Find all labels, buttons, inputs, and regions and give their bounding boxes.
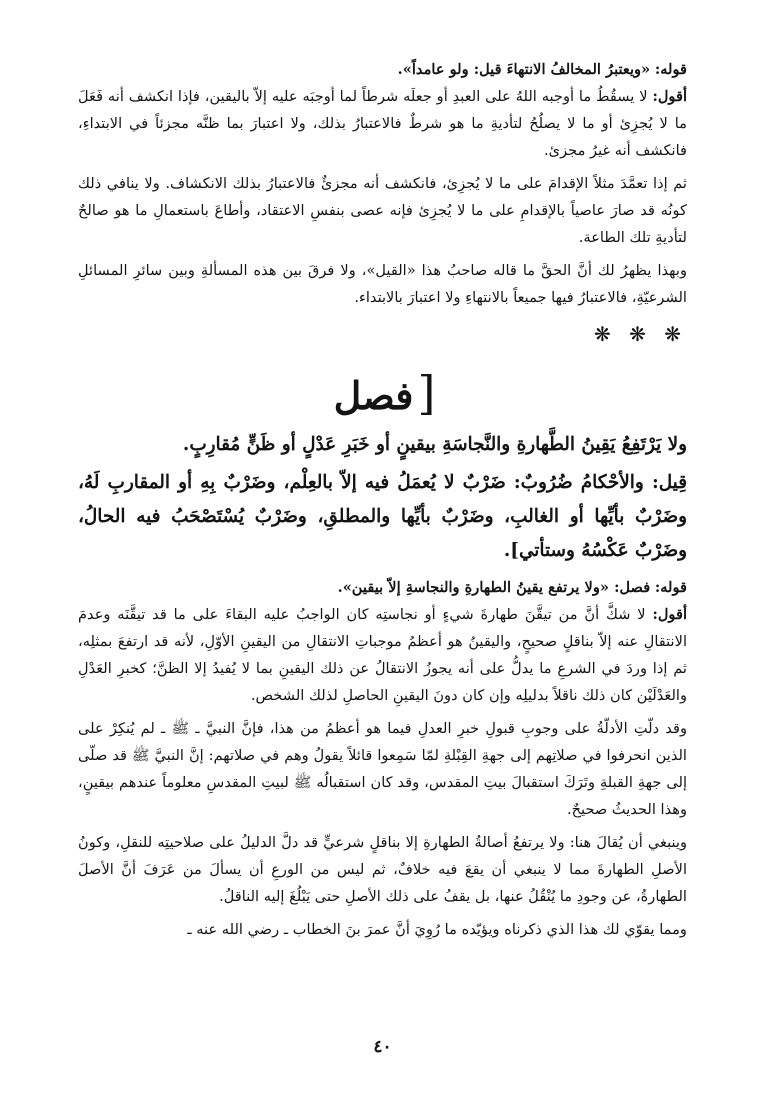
body-paragraph: وينبغي أن يُقالَ هنا: ولا يرتفعُ أصالةُ الطهارةِ إلا بناقلٍ شرعيٍّ قد دلَّ الدليلُ على صلاحيتِه للنقلِ، وكونُ الأصلِ الطهارةَ مما لا ينبغي أن يقعَ فيه خلافٌ، ثم ليس من الورعِ أن يسألَ من عَرَفَ أنَّ الأصلَ الطهارةُ، عن وجودِ ما يُنْقُلُ عنها، بل يقفُ على ذلك الأصلِ حتى يَبْلُغَ إليه الناقلُ. [78,834,687,905]
page-number: ٤٠ [373,1037,392,1057]
qawluhu-quote: «ويعتبرُ المخالفُ الانتهاءَ قيل: ولو عامداً». [397,61,651,78]
section-divider: ❋ ❋ ❋ [594,322,687,346]
aqulu-text: لا شكَّ أنَّ من تيقَّنَ طهارةَ شيءٍ أو نجاستِه كان الواجبُ عليه البقاءَ على ما قد تيقَّنَه وعدمَ الانتقالِ عنه إلاّ بناقلٍ صحيحٍ، واليقينُ هو أعظمُ موجباتِ الانتقالِ من اليقينِ الأوّلِ، لأنه قد ارتفعَ بمثلِه، ثم إذا وردَ في الشرعِ ما يدلُّ على أنه يجوزُ الانتقالُ عن ذلك اليقينِ بما لا يُفيدُ إلا الظنَّ؛ كخبرِ العَدْلِ والعَدْلَيْن كان ذلك ناقلاً بدليلِه وإن كان دونَ اليقينِ الحاصلِ لذلك الشخص. [78,606,687,704]
aqulu-paragraph [78,601,687,709]
aqulu-lead: أقول: [652,88,687,105]
body-paragraph: وبهذا يظهرُ لك أنَّ الحقَّ ما قاله صاحبُ هذا «القيل»، ولا فرقَ بين هذه المسألةِ وبين سائرِ المسائلِ الشرعيّةِ، فالاعتبارُ فيها جميعاً بالانتهاءِ ولا اعتبارَ بالابتداء. [78,262,687,306]
aqulu-paragraph [78,83,687,164]
aqulu-text: لا يسقُطُ ما أوجبه اللهُ على العبدِ أو جعلَه شرطاً لما أوجبَه عليه إلاّ باليقين، فإذا انكشف أنه فَعَلَ ما لا يُجزِئ أو ما لا يصلُحُ لتأديةِ ما هو شرطٌ فالاعتبارُ بذلك، ولا اعتبارَ بما ظنَّه مجزئاً في الابتداءِ، فانكشف أنه غيرُ مجزئ. [78,88,687,159]
heading-title: فصل [333,373,414,418]
heading-bracket: [ [417,366,436,420]
matn-qil-lead: قِيل: [651,472,688,493]
qawluhu-quote: فصل: «ولا يرتفع يقينُ الطهارةِ والنجاسةِ إلاّ بيقين». [337,579,651,596]
qawluhu-lead: قوله: [654,61,687,78]
body-paragraph: ثم إذا تعمَّدَ مثلاً الإقدامَ على ما لا يُجزِئ، فانكشف أنه مجزئٌ فالاعتبارُ بذلك الانكشاف. ولا ينافي ذلك كونُه قد صارَ عاصياً بالإقدامِ على ما لا يُجزِئ فإنه عصى بنفسِ الاعتقاد، وأطاعَ باستعمالِ ما هو صالحٌ لتأديةِ تلك الطاعة. [78,175,687,246]
matn-qil-text: والأحْكامُ ضُرُوبٌ: ضَرْبٌ لا يُعمَلُ فيه إلاّ بالعِلْم، وضَرْبٌ بِهِ أو المقاربِ لَهُ، وضَرْبٌ بأيِّها أو الغالبِ، وضَرْبٌ بأيِّها والمطلقِ، وضَرْبٌ يُسْتَصْحَبُ فيه الحالُ، وضَرْبٌ عَكْسُهُ وستأتي]. [78,472,687,561]
page-body [78,56,687,943]
body-paragraph: ومما يقوّي لك هذا الذي ذكرناه ويؤيّده ما رُوِيَ أنَّ عمرَ بنَ الخطاب ـ رضي الله عنه ـ [187,921,687,938]
section-heading [78,364,687,422]
qawluhu-paragraph [78,56,687,83]
qawluhu-paragraph [78,574,687,601]
matn-qil-paragraph [78,466,687,568]
matn-line: ولا يَرْتَفِعُ يَقِينُ الطَّهارةِ والنَّجاسَةِ بيقينٍ أو خَبَرِ عَدْلٍ أو ظَنٍّ مُقارِبٍ. [182,434,687,455]
body-paragraph: وقد دلّتِ الأدلّةُ على وجوبِ قبولِ خبرِ العدلِ فيما هو أعظمُ من هذا، فإنَّ النبيَّ ـ ﷺ ـ لم يُنكِرْ على الذين انحرفوا في صلاتِهم إلى جهةِ القِبْلةِ لمّا سَمِعوا قائلاً يقولُ وهم في صلاتهم: إنَّ النبيَّ ﷺ قد صلّى إلى جهةِ القبلةِ وتَرَكَ استقبالَ بيتِ المقدس، وقد كان استقبالُه ﷺ لبيتِ المقدسِ معلوماً عندهم بيقينٍ، وهذا الحديثُ صحيحٌ. [78,720,687,818]
qawluhu-lead: قوله: [654,579,687,596]
aqulu-lead: أقول: [652,606,687,623]
